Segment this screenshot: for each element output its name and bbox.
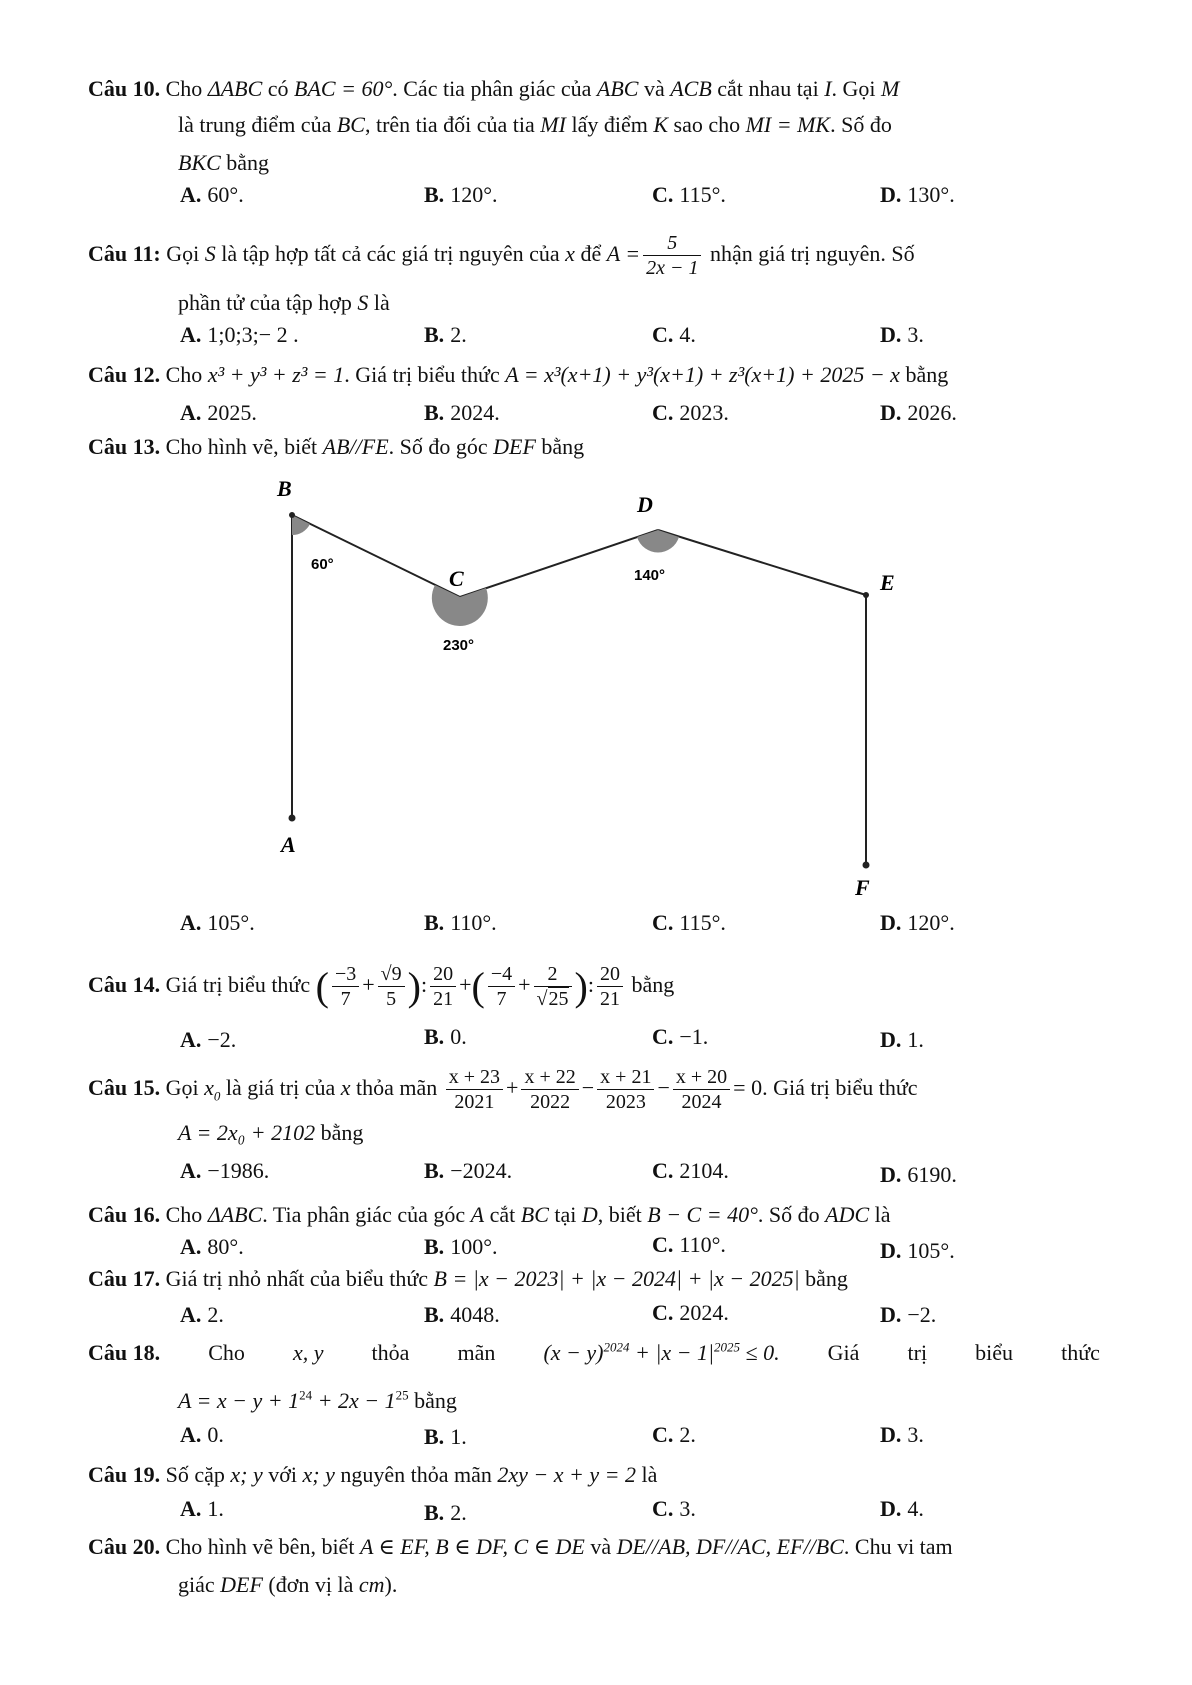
variable-x: x [204, 1075, 214, 1100]
q16-text: , biết [597, 1202, 648, 1227]
q14-fraction-4 [488, 963, 515, 1010]
fraction-denominator: 5 [386, 988, 397, 1011]
option-text: 110°. [679, 1232, 726, 1257]
q11-math: x [565, 241, 575, 266]
q11-text: Gọi [160, 241, 205, 266]
q19-line-1 [88, 1460, 657, 1490]
option-letter: A. [180, 1302, 202, 1327]
q10-math: BKC [178, 150, 221, 175]
option-letter: D. [880, 182, 902, 207]
angle-mark-b [292, 515, 310, 535]
option-text: 120°. [907, 910, 955, 935]
option-text: 2. [450, 1500, 467, 1525]
option-letter: C. [652, 1422, 674, 1447]
option-text: 4. [907, 1496, 924, 1521]
q16-option-b[interactable] [424, 1232, 498, 1262]
q15-text: thỏa mãn [350, 1075, 443, 1100]
q11-text: nhận giá trị nguyên. Số [704, 241, 915, 266]
option-letter: C. [652, 1496, 674, 1521]
option-letter: D. [880, 1238, 902, 1263]
q13-text: bằng [535, 434, 585, 459]
q15-math: A = 2x₀ + 2102 [178, 1120, 316, 1145]
q18-text: Cho [208, 1340, 245, 1365]
q14-fraction-3 [430, 963, 456, 1010]
q10-text: là trung điểm của [178, 112, 337, 137]
q14-text: Giá trị biểu thức [165, 972, 316, 997]
option-letter: D. [880, 400, 902, 425]
fraction-denominator: 2024 [681, 1091, 722, 1114]
radicand: 25 [548, 988, 569, 1011]
q17-option-d[interactable] [880, 1300, 936, 1330]
option-text: 3. [907, 322, 924, 347]
point-a [289, 815, 296, 822]
q17-option-b[interactable] [424, 1300, 500, 1330]
q11-text: là [368, 290, 390, 315]
option-text: 2026. [907, 400, 957, 425]
paren: ( [315, 963, 329, 1009]
q11-math: A = [606, 241, 641, 266]
q10-math: ACB [670, 76, 712, 101]
q15-text: = 0. Giá trị biểu thức [733, 1075, 918, 1100]
q15-fraction-4 [673, 1066, 730, 1113]
q18-condition [543, 1338, 779, 1368]
fraction-denominator: 21 [599, 988, 620, 1011]
option-letter: C. [652, 1232, 674, 1257]
q18-math: + |x − 1| [629, 1340, 715, 1365]
paren: ( [471, 963, 485, 1009]
q15-fraction-3 [597, 1066, 654, 1113]
q11-text: phần tử của tập hợp [178, 290, 358, 315]
q18-text: mãn [457, 1340, 496, 1365]
q18-text: thỏa [371, 1340, 410, 1365]
q14-line-1: Câu 14. Giá trị biểu thức ( $\frac{-3}{7}$ + $\frac{√9}{5}$ ): $\frac{20}{21}$ +( $\frac{-4}{7}$ + $\frac{2}{√25}$ ): $\frac{20}{21}$ bằng [88, 963, 675, 1011]
q19-text: nguyên thỏa mãn [334, 1462, 498, 1487]
q10-math: ABC [596, 76, 639, 101]
option-letter: B. [424, 1500, 445, 1525]
q19-math: x; y [230, 1462, 263, 1487]
q20-math: A ∈ EF, B ∈ DF, C ∈ DE [359, 1534, 585, 1559]
q16-math: A [470, 1202, 485, 1227]
q10-text: . Các tia phân giác của [392, 76, 597, 101]
q16-text: cắt [484, 1202, 521, 1227]
fraction-denominator: 7 [496, 988, 507, 1011]
fraction-denominator: 21 [433, 988, 454, 1011]
option-text: 0. [207, 1422, 224, 1447]
q17-line-1 [88, 1264, 848, 1294]
q18-text: thức [1061, 1340, 1100, 1365]
option-text: 2024. [679, 1300, 729, 1325]
option-letter: D. [880, 1162, 902, 1187]
q16-text: . Tia phân giác của góc [262, 1202, 471, 1227]
q14-option-a[interactable] [180, 1025, 236, 1055]
q15-text: Gọi [165, 1075, 205, 1100]
option-letter: C. [652, 1300, 674, 1325]
q14-text: bằng [625, 972, 675, 997]
option-text: 105°. [907, 1238, 955, 1263]
q10-label: Câu 10. [88, 76, 161, 101]
option-letter: D. [880, 322, 902, 347]
angle-mark-d [637, 530, 679, 552]
option-letter: B. [424, 1158, 445, 1183]
fraction-denominator: 2023 [605, 1091, 646, 1114]
q15-option-a[interactable] [180, 1156, 269, 1186]
q11-text: để [574, 241, 607, 266]
option-text: 0. [450, 1024, 467, 1049]
q14-label: Câu 14. [88, 972, 161, 997]
exponent: 24 [299, 1387, 313, 1403]
q18-math: (x − y) [543, 1340, 604, 1365]
option-text: 115°. [679, 910, 726, 935]
fraction-denominator: 7 [340, 988, 351, 1011]
q15-option-c[interactable] [652, 1156, 729, 1186]
option-text: −2. [907, 1302, 937, 1327]
point-e [863, 592, 869, 598]
q14-fraction-2 [378, 963, 405, 1010]
option-letter: A. [180, 1496, 202, 1521]
q18-text: Giá [827, 1340, 860, 1365]
option-letter: B. [424, 322, 445, 347]
fraction-numerator: x + 21 [597, 1066, 654, 1090]
option-letter: A. [180, 182, 202, 207]
option-letter: B. [424, 1302, 445, 1327]
q14-option-d[interactable] [880, 1025, 924, 1055]
q20-text: giác [178, 1572, 221, 1597]
q15-math: x [340, 1075, 351, 1100]
fraction-numerator: −3 [332, 963, 359, 987]
option-text: 130°. [907, 182, 955, 207]
option-text: 3. [907, 1422, 924, 1447]
q18-text: trị [907, 1340, 928, 1365]
q20-text: và [584, 1534, 617, 1559]
option-text: 115°. [679, 182, 726, 207]
q16-text: . Số đo [757, 1202, 826, 1227]
q19-math: x; y [302, 1462, 335, 1487]
q18-math: ≤ 0. [740, 1340, 780, 1365]
q12-label: Câu 12. [88, 362, 161, 387]
option-letter: D. [880, 1027, 902, 1052]
option-text: 120°. [450, 182, 498, 207]
q15-fraction-2 [521, 1066, 578, 1113]
q16-text: tại [548, 1202, 582, 1227]
option-letter: C. [652, 322, 674, 347]
q15-fraction-1 [446, 1066, 503, 1113]
option-text: 100°. [450, 1234, 498, 1259]
angle-label-d: 140° [634, 567, 666, 584]
option-letter: B. [424, 400, 445, 425]
q18-option-b[interactable] [424, 1422, 467, 1452]
option-text: 1. [907, 1027, 924, 1052]
q15-option-d[interactable] [880, 1160, 957, 1190]
q20-line-2 [178, 1570, 397, 1600]
q16-math: B − C = 40° [647, 1202, 758, 1227]
q16-math: ADC [825, 1202, 870, 1227]
option-letter: C. [652, 182, 674, 207]
q10-math: K [653, 112, 669, 137]
q13-option-d[interactable] [880, 908, 955, 938]
option-text: 1. [207, 1496, 224, 1521]
q10-text: sao cho [668, 112, 746, 137]
fraction-numerator: x + 23 [446, 1066, 503, 1090]
option-text: −2. [207, 1027, 237, 1052]
fraction-numerator: 2 [534, 963, 572, 987]
q19-option-d[interactable] [880, 1494, 924, 1524]
q17-label: Câu 17. [88, 1266, 161, 1291]
q15-label: Câu 15. [88, 1075, 161, 1100]
q18-line-1 [88, 1338, 1100, 1368]
q15-option-b[interactable] [424, 1156, 512, 1186]
q15-line-2 [178, 1118, 363, 1148]
fraction-numerator: −4 [488, 963, 515, 987]
exponent: 2025 [714, 1339, 741, 1355]
q10-math: M [881, 76, 900, 101]
fraction-numerator: √9 [378, 963, 405, 987]
q14-option-c[interactable] [652, 1022, 708, 1052]
q18-option-a[interactable] [180, 1420, 224, 1450]
fraction-numerator: 20 [597, 963, 623, 987]
q10-text: lấy điểm [565, 112, 654, 137]
option-text: 3. [679, 1496, 696, 1521]
q19-text: là [636, 1462, 658, 1487]
option-letter: A. [180, 1422, 202, 1447]
q19-text: với [262, 1462, 303, 1487]
q10-text: cắt nhau tại [711, 76, 825, 101]
q13-option-b[interactable] [424, 908, 497, 938]
q12-text: bằng [899, 362, 949, 387]
paren: ) [407, 963, 421, 1009]
label-d: D [637, 492, 653, 517]
option-text: 2023. [679, 400, 729, 425]
q20-text: ). [384, 1572, 398, 1597]
q13-text: Cho hình vẽ, biết [165, 434, 323, 459]
q10-text: bằng [220, 150, 270, 175]
q10-text: có [262, 76, 295, 101]
q16-text: Cho [165, 1202, 208, 1227]
q19-text: Số cặp [160, 1462, 231, 1487]
q18-text: bằng [408, 1388, 457, 1413]
q18-math: x, y [292, 1340, 324, 1365]
fraction-denominator: √25 [536, 988, 569, 1011]
segment-cd [460, 530, 658, 597]
fraction-denominator: 2022 [530, 1091, 571, 1114]
q10-math: ΔABC [207, 76, 263, 101]
q12-math: A = x³(x+1) + y³(x+1) + z³(x+1) + 2025 − x [505, 362, 900, 387]
q20-text: . Chu vi tam [843, 1534, 953, 1559]
q18-math: + 2x − 1 [312, 1388, 396, 1413]
option-text: 2025. [207, 400, 257, 425]
q16-option-a[interactable] [180, 1232, 244, 1262]
q12-text: Cho [165, 362, 208, 387]
q18-line-2 [178, 1386, 457, 1416]
exponent: 25 [395, 1387, 409, 1403]
q18-option-c[interactable] [652, 1420, 696, 1450]
option-letter: A. [180, 910, 202, 935]
q16-math: D [581, 1202, 598, 1227]
option-text: 2. [450, 322, 467, 347]
option-letter: B. [424, 910, 445, 935]
q19-math: 2xy − x + y = 2 [497, 1462, 636, 1487]
q13-math: AB//FE [322, 434, 389, 459]
point-b [289, 512, 295, 518]
label-c: C [449, 566, 464, 591]
angle-label-b: 60° [311, 556, 334, 573]
option-text: −1986. [207, 1158, 270, 1183]
q20-math: DE//AB, DF//AC, EF//BC [616, 1534, 844, 1559]
q10-text: và [638, 76, 671, 101]
q20-line-1 [88, 1532, 953, 1562]
option-text: 1. [450, 1424, 467, 1449]
q15-text: bằng [315, 1120, 364, 1145]
q17-option-c[interactable] [652, 1298, 729, 1328]
segment-de [658, 530, 866, 595]
q10-text: , trên tia đối của tia [364, 112, 541, 137]
option-letter: A. [180, 322, 202, 347]
option-letter: D. [880, 1302, 902, 1327]
q14-fraction-1 [332, 963, 359, 1010]
option-text: 60°. [207, 182, 244, 207]
q19-option-b[interactable] [424, 1498, 467, 1528]
option-text: 2104. [679, 1158, 729, 1183]
q17-text: Giá trị nhỏ nhất của biểu thức [165, 1266, 434, 1291]
q20-math: DEF [220, 1572, 263, 1597]
option-text: 105°. [207, 910, 255, 935]
q10-math: MI [540, 112, 566, 137]
q16-math: BC [520, 1202, 549, 1227]
option-letter: C. [652, 1024, 674, 1049]
q18-option-d[interactable] [880, 1420, 924, 1450]
q10-math: MI = MK [745, 112, 831, 137]
option-text: 4. [679, 322, 696, 347]
label-f: F [855, 875, 870, 900]
option-letter: D. [880, 910, 902, 935]
angle-label-c: 230° [443, 637, 475, 654]
q13-label: Câu 13. [88, 434, 161, 459]
q18-label: Câu 18. [88, 1340, 161, 1365]
option-text: 80°. [207, 1234, 244, 1259]
option-letter: B. [424, 1424, 445, 1449]
q11-math: S [357, 290, 369, 315]
q17-option-a[interactable] [180, 1300, 224, 1330]
point-f [863, 862, 870, 869]
q10-text: . Số đo [830, 112, 892, 137]
option-letter: C. [652, 910, 674, 935]
q20-math: cm [358, 1572, 385, 1597]
q11-label: Câu 11: [88, 241, 161, 266]
option-letter: A. [180, 1234, 202, 1259]
q19-option-a[interactable] [180, 1494, 224, 1524]
label-b: B [277, 476, 292, 501]
label-a: A [281, 832, 296, 857]
fraction-numerator: x + 22 [521, 1066, 578, 1090]
q10-math: I [824, 76, 832, 101]
option-letter: C. [652, 1158, 674, 1183]
option-letter: A. [180, 400, 202, 425]
q18-text: biểu [975, 1340, 1014, 1365]
option-text: 110°. [450, 910, 497, 935]
q11-text: là tập hợp tất cả các giá trị nguyên của [215, 241, 566, 266]
q20-label: Câu 20. [88, 1534, 161, 1559]
q14-option-b[interactable] [424, 1022, 467, 1052]
q14-fraction-5 [534, 963, 572, 1010]
q17-text: bằng [799, 1266, 848, 1291]
option-text: −2024. [450, 1158, 513, 1183]
option-text: 2. [207, 1302, 224, 1327]
option-letter: B. [424, 1234, 445, 1259]
q15-math: $x_0$ [204, 1075, 221, 1104]
q16-label: Câu 16. [88, 1202, 161, 1227]
q15-text: là giá trị của [220, 1075, 341, 1100]
paren: ) [574, 963, 588, 1009]
q14-fraction-6 [597, 963, 623, 1010]
option-text: 4048. [450, 1302, 500, 1327]
q13-option-c[interactable] [652, 908, 726, 938]
q16-math: ΔABC [207, 1202, 263, 1227]
q18-math: A = x − y + 1 [178, 1388, 300, 1413]
exponent: 2024 [603, 1339, 630, 1355]
q16-text: là [869, 1202, 891, 1227]
q12-text: . Giá trị biểu thức [344, 362, 506, 387]
q20-text: (đơn vị là [262, 1572, 359, 1597]
option-letter: D. [880, 1496, 902, 1521]
option-text: 6190. [907, 1162, 957, 1187]
option-text: 2. [679, 1422, 696, 1447]
q16-line-1 [88, 1200, 891, 1230]
option-text: 1;0;3;− 2 . [207, 322, 299, 347]
q20-text: Cho hình vẽ bên, biết [160, 1534, 360, 1559]
q11-math: S [204, 241, 216, 266]
q10-text: Cho [165, 76, 208, 101]
q10-math: BAC = 60° [294, 76, 393, 101]
q13-math: DEF [493, 434, 536, 459]
option-letter: B. [424, 1024, 445, 1049]
q16-option-d[interactable] [880, 1236, 955, 1266]
q12-math: x³ + y³ + z³ = 1 [207, 362, 345, 387]
q15-line-1: Câu 15. Gọi $x_0$ là giá trị của x thỏa mãn $\frac{x + 23}{2021}$ + $\frac{x + 22}{2022}$ − $\frac{x + 21}{2023}$ − $\frac{x + 20}{2024}$ = 0. Giá trị biểu thức [88, 1066, 918, 1114]
fraction-denominator: 2x − 1 [646, 257, 699, 280]
fraction-numerator: 5 [643, 232, 701, 256]
q19-label: Câu 19. [88, 1462, 161, 1487]
q10-math: BC [336, 112, 365, 137]
fraction-denominator: 2021 [454, 1091, 495, 1114]
q19-option-c[interactable] [652, 1494, 696, 1524]
q17-math: B = |x − 2023| + |x − 2024| + |x − 2025| [433, 1266, 800, 1291]
q10-text: . Gọi [831, 76, 882, 101]
q16-option-c[interactable] [652, 1230, 726, 1260]
option-letter: C. [652, 400, 674, 425]
option-text: −1. [679, 1024, 709, 1049]
fraction-numerator: x + 20 [673, 1066, 730, 1090]
option-letter: A. [180, 1158, 202, 1183]
label-e: E [880, 570, 895, 595]
option-letter: D. [880, 1422, 902, 1447]
fraction-numerator: 20 [430, 963, 456, 987]
option-letter: B. [424, 182, 445, 207]
q13-text: . Số đo góc [388, 434, 494, 459]
q13-option-a[interactable] [180, 908, 255, 938]
option-letter: A. [180, 1027, 202, 1052]
option-text: 2024. [450, 400, 500, 425]
angle-mark-c [432, 585, 488, 626]
